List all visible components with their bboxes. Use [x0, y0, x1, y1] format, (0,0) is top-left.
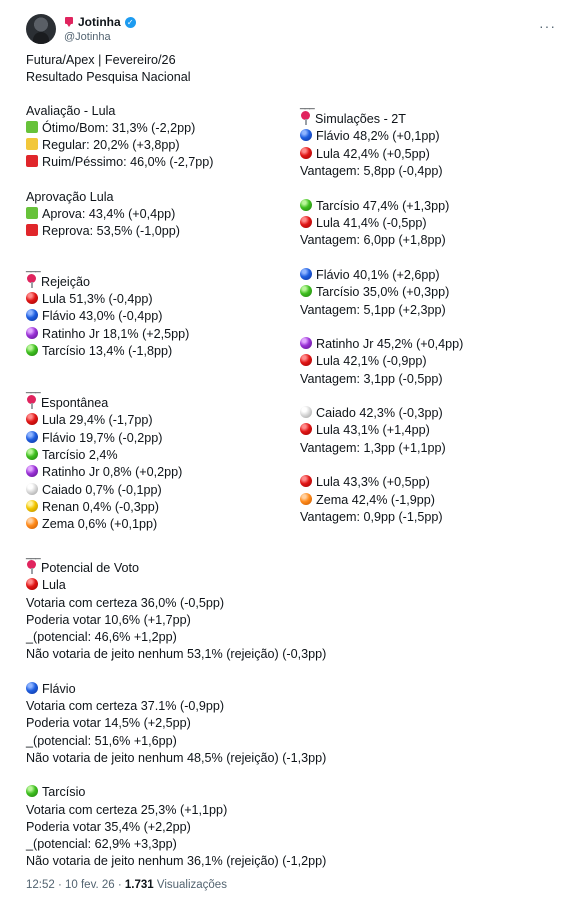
potencial-line: Poderia votar 35,4% (+2,2pp) [26, 820, 191, 834]
list-item: Ratinho Jr 0,8% (+0,2pp) [26, 464, 182, 480]
tweet-header [26, 14, 556, 48]
vantagem-text: Vantagem: 5,8pp (-0,4pp) [300, 164, 443, 178]
separator: ___ [26, 262, 40, 273]
green-circle-icon [300, 199, 312, 211]
potencial-heading: Potencial de Voto [26, 560, 139, 576]
yellow-circle-icon [26, 500, 38, 512]
list-item: Ratinho Jr 18,1% (+2,5pp) [26, 326, 189, 342]
pushpin-badge-icon [64, 17, 74, 28]
potencial-line: Não votaria de jeito nenhum 48,5% (rejeição) (-1,3pp) [26, 751, 327, 765]
espontanea-heading: Espontânea [26, 395, 108, 411]
blue-circle-icon [26, 431, 38, 443]
list-item: Flávio 48,2% (+0,1pp) [300, 128, 440, 144]
list-item: Reprova: 53,5% (-1,0pp) [26, 223, 180, 239]
list-item: Aprova: 43,4% (+0,4pp) [26, 206, 175, 222]
pushpin-icon [26, 274, 37, 288]
red-circle-icon [26, 292, 38, 304]
blue-circle-icon [300, 129, 312, 141]
tweet-meta [26, 879, 227, 891]
list-item: Ratinho Jr 45,2% (+0,4pp) [300, 336, 463, 352]
list-item: Lula 51,3% (-0,4pp) [26, 291, 153, 307]
list-item: Renan 0,4% (-0,3pp) [26, 499, 159, 515]
separator: ___ [26, 549, 40, 560]
purple-circle-icon [26, 327, 38, 339]
rejeicao-heading: Rejeição [26, 274, 90, 290]
list-item: Flávio 43,0% (-0,4pp) [26, 308, 162, 324]
blue-circle-icon [300, 268, 312, 280]
list-item: Caiado 42,3% (-0,3pp) [300, 405, 443, 421]
post-subtitle: Resultado Pesquisa Nacional [26, 70, 191, 84]
orange-circle-icon [26, 517, 38, 529]
list-item: Lula 43,1% (+1,4pp) [300, 422, 430, 438]
red-circle-icon [300, 147, 312, 159]
pushpin-icon [300, 111, 311, 125]
blue-circle-icon [26, 309, 38, 321]
list-item: Lula 41,4% (-0,5pp) [300, 215, 427, 231]
simulacoes-heading: Simulações - 2T [300, 111, 406, 127]
vantagem-text: Vantagem: 1,3pp (+1,1pp) [300, 441, 446, 455]
vantagem-text: Vantagem: 5,1pp (+2,3pp) [300, 303, 446, 317]
potencial-line: Votaria com certeza 25,3% (+1,1pp) [26, 803, 228, 817]
list-item: Regular: 20,2% (+3,8pp) [26, 137, 180, 153]
list-item: Lula 29,4% (-1,7pp) [26, 412, 153, 428]
list-item: Flávio 40,1% (+2,6pp) [300, 267, 440, 283]
candidate-name: Flávio [26, 681, 76, 697]
list-item: Flávio 19,7% (-0,2pp) [26, 430, 162, 446]
red-circle-icon [26, 578, 38, 590]
potencial-line: _(potencial: 51,6% +1,6pp) [26, 734, 177, 748]
red-circle-icon [300, 354, 312, 366]
potencial-line: Não votaria de jeito nenhum 53,1% (rejeição) (-0,3pp) [26, 647, 327, 661]
post-title: Futura/Apex | Fevereiro/26 [26, 53, 176, 67]
avaliacao-heading: Avaliação - Lula [26, 104, 116, 118]
yellow-square-icon [26, 138, 38, 150]
list-item: Lula 43,3% (+0,5pp) [300, 474, 430, 490]
list-item: Lula 42,4% (+0,5pp) [300, 146, 430, 162]
red-circle-icon [300, 423, 312, 435]
list-item: Zema 0,6% (+0,1pp) [26, 516, 157, 532]
potencial-line: _(potencial: 46,6% +1,2pp) [26, 630, 177, 644]
list-item: Caiado 0,7% (-0,1pp) [26, 482, 162, 498]
verified-badge-icon: ✓ [125, 17, 136, 28]
green-circle-icon [300, 285, 312, 297]
red-circle-icon [300, 216, 312, 228]
author-name[interactable]: Jotinha [78, 15, 121, 29]
potencial-line: Votaria com certeza 37.1% (-0,9pp) [26, 699, 225, 713]
list-item: Tarcísio 13,4% (-1,8pp) [26, 343, 172, 359]
green-circle-icon [26, 785, 38, 797]
pushpin-icon [26, 560, 37, 574]
white-circle-icon [26, 483, 38, 495]
potencial-line: Não votaria de jeito nenhum 36,1% (rejeição) (-1,2pp) [26, 854, 327, 868]
list-item: Lula 42,1% (-0,9pp) [300, 353, 427, 369]
purple-circle-icon [26, 465, 38, 477]
vantagem-text: Vantagem: 6,0pp (+1,8pp) [300, 233, 446, 247]
potencial-line: Poderia votar 10,6% (+1,7pp) [26, 613, 191, 627]
purple-circle-icon [300, 337, 312, 349]
author-name-row[interactable] [64, 15, 136, 29]
white-circle-icon [300, 406, 312, 418]
more-options-icon[interactable]: ··· [539, 18, 556, 34]
green-square-icon [26, 121, 38, 133]
green-circle-icon [26, 448, 38, 460]
author-handle[interactable]: @Jotinha [64, 31, 111, 43]
potencial-line: Poderia votar 14,5% (+2,5pp) [26, 716, 191, 730]
timestamp[interactable]: 12:52 · 10 fev. 26 · [26, 879, 125, 891]
green-square-icon [26, 207, 38, 219]
potencial-line: Votaria com certeza 36,0% (-0,5pp) [26, 596, 225, 610]
red-circle-icon [26, 413, 38, 425]
aprovacao-heading: Aprovação Lula [26, 190, 114, 204]
list-item: Tarcísio 35,0% (+0,3pp) [300, 284, 449, 300]
list-item: Tarcísio 47,4% (+1,3pp) [300, 198, 449, 214]
list-item: Zema 42,4% (-1,9pp) [300, 492, 435, 508]
green-circle-icon [26, 344, 38, 356]
separator: ___ [300, 99, 314, 110]
candidate-name: Tarcísio [26, 784, 85, 800]
pushpin-icon [26, 395, 37, 409]
list-item: Ótimo/Bom: 31,3% (-2,2pp) [26, 120, 195, 136]
red-square-icon [26, 155, 38, 167]
red-square-icon [26, 224, 38, 236]
potencial-line: _(potencial: 62,9% +3,3pp) [26, 837, 177, 851]
views-label: Visualizações [153, 879, 227, 891]
avatar[interactable] [26, 14, 56, 44]
list-item: Tarcísio 2,4% [26, 447, 118, 463]
separator: ___ [26, 383, 40, 394]
candidate-name: Lula [26, 577, 66, 593]
red-circle-icon [300, 475, 312, 487]
view-count[interactable]: 1.731 [124, 879, 154, 891]
list-item: Ruim/Péssimo: 46,0% (-2,7pp) [26, 154, 213, 170]
orange-circle-icon [300, 493, 312, 505]
vantagem-text: Vantagem: 0,9pp (-1,5pp) [300, 510, 443, 524]
blue-circle-icon [26, 682, 38, 694]
vantagem-text: Vantagem: 3,1pp (-0,5pp) [300, 372, 443, 386]
